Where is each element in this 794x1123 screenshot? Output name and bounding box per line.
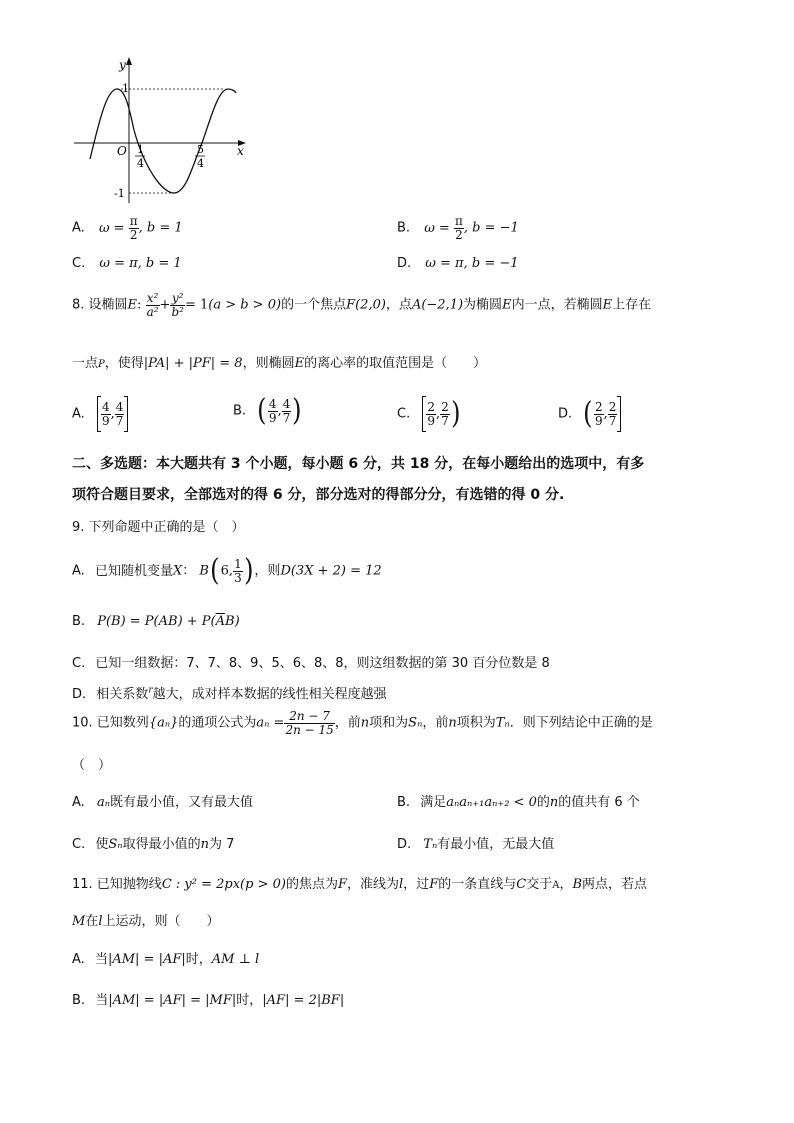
q11-stem-line1 xyxy=(72,873,647,892)
text: 为 7 xyxy=(208,837,235,852)
sym-Sn: Sₙ xyxy=(408,715,423,731)
text: 时， xyxy=(185,952,212,967)
text: ．则下列结论中正确的是 xyxy=(509,715,653,731)
q10-option-d xyxy=(397,833,554,852)
option-label: B. xyxy=(397,795,411,810)
sym-E: E xyxy=(294,356,305,371)
expr-bar: $\overline{A}$ xyxy=(215,614,226,629)
point-a: A(−2,1) xyxy=(411,297,464,313)
text: 在 xyxy=(85,914,99,929)
option-label: A. xyxy=(72,406,85,422)
text: 取得最小值的 xyxy=(122,837,201,852)
x-tick-five-quarter-num: 5 xyxy=(197,143,204,156)
option-label: B. xyxy=(72,614,86,629)
text: ，则 xyxy=(254,563,281,579)
text: 为椭圆 xyxy=(463,297,503,313)
text: 的值共有 6 个 xyxy=(558,795,640,810)
text: 当 xyxy=(94,952,108,967)
sine-curve xyxy=(90,89,236,193)
expr: B) xyxy=(225,614,240,629)
expr-rest: , b = −1 xyxy=(463,220,519,236)
option-label: C. xyxy=(72,837,86,852)
x-tick-five-quarter-den: 4 xyxy=(197,157,204,170)
y-axis-arrow-icon xyxy=(126,57,132,65)
expr: {aₙ} xyxy=(148,715,179,731)
text: 的通项公式为 xyxy=(178,715,257,731)
q9-option-b xyxy=(72,614,240,629)
q11-number: 11. 已知抛物线 xyxy=(72,877,162,892)
text: 使 xyxy=(95,837,109,852)
option-label: D. xyxy=(558,406,573,422)
expr: |AF| = 2|BF| xyxy=(262,993,345,1008)
sym-n: n xyxy=(549,795,559,810)
origin-label: O xyxy=(117,144,127,158)
text: 的 xyxy=(536,795,550,810)
eq: = 1 xyxy=(184,297,209,313)
q7-option-b xyxy=(397,215,519,241)
plus: + xyxy=(159,297,171,313)
y-tick-neg1: -1 xyxy=(114,187,125,200)
option-label: A. xyxy=(72,563,85,579)
sym-E: E xyxy=(127,297,138,313)
q9-stem: 9. 下列命题中正确的是（ ） xyxy=(72,520,245,535)
text: ， xyxy=(559,877,573,892)
q10-option-a xyxy=(72,791,253,810)
sym-l: l xyxy=(98,914,103,929)
expr: ω = xyxy=(98,220,125,236)
text: 内一点，若椭圆 xyxy=(511,297,603,313)
sym-B: B xyxy=(572,877,583,892)
q10-stem: 10. 已知数列{aₙ}的通项公式为aₙ = $\frac{2n - 7}{2n - 15}$ ，前n项和为Sₙ，前n项积为Tₙ．则下列结论中正确的是 xyxy=(72,709,653,737)
text: 已知一组数据：7、7、8、9、5、6、8、8，则这组数据的第 30 百分位数是 8 xyxy=(95,656,550,671)
expr-rest: , b = 1 xyxy=(138,220,183,236)
section-heading-line1: 二、多选题：本大题共有 3 个小题，每小题 6 分，共 18 分，在每小题给出的选项中，有多 xyxy=(72,456,645,472)
cond: |PA| + |PF| = 8 xyxy=(143,356,243,371)
sym-A: A xyxy=(552,880,560,891)
expr: ω = xyxy=(424,220,450,236)
sym-l: l xyxy=(399,877,404,892)
y-tick-1: 1 xyxy=(122,82,129,95)
q8-stem-line2 xyxy=(72,352,486,371)
sym-Sn: Sₙ xyxy=(108,837,123,852)
option-label: C. xyxy=(72,656,86,671)
option-label: B. xyxy=(233,403,247,419)
x-tick-quarter-num: 1 xyxy=(137,143,144,156)
sym-F: F xyxy=(429,877,439,892)
text: 项和为 xyxy=(369,715,409,731)
text: 两点，若点 xyxy=(582,877,648,892)
sym-P: P xyxy=(98,359,105,370)
option-label: C. xyxy=(72,256,86,271)
text: 的一个焦点 xyxy=(281,297,347,313)
cond: (a > b > 0) xyxy=(208,297,282,313)
text: 的焦点为 xyxy=(285,877,338,892)
sym-X: X xyxy=(172,563,183,579)
expr: P(B) = P(AB) + P( xyxy=(97,614,216,629)
q10-answer-paren: （ ） xyxy=(72,758,112,773)
q10-option-c xyxy=(72,833,234,852)
expr: |AM| = |AF| = |MF| xyxy=(108,993,237,1008)
y-axis-label: y xyxy=(119,58,126,72)
focus: F(2,0) xyxy=(346,297,386,313)
text: 越大，成对样本数据的线性相关程度越强 xyxy=(152,687,387,702)
section-heading-line2: 项符合题目要求，全部选对的得 6 分，部分选对的得部分分，有选错的得 0 分. xyxy=(72,487,565,503)
text: 的一条直线与 xyxy=(438,877,517,892)
fraction-x: $\frac{\text{x²}}{\text{a²}}$ xyxy=(146,291,159,319)
option-label: A. xyxy=(72,795,85,810)
text: 的离心率的取值范围是（ ） xyxy=(304,356,487,371)
sym-C: C xyxy=(516,877,527,892)
expr: aₙaₙ₊₁aₙ₊₂ < 0 xyxy=(446,795,537,810)
sine-graph xyxy=(70,55,255,205)
x-axis-label: x xyxy=(237,144,244,158)
q10-number: 10. 已知数列 xyxy=(72,715,149,731)
q11-option-a xyxy=(72,948,259,967)
sym-n: n xyxy=(448,715,457,731)
expr: ω = π, b = −1 xyxy=(425,256,519,271)
sym-M: M xyxy=(72,914,86,929)
sym-Tn: Tₙ xyxy=(495,715,510,731)
text: 满足 xyxy=(420,795,447,810)
q8-option-c: C. $\frac{2}{9}$ , $\frac{2}{7}$ ) xyxy=(397,396,461,431)
sym-E: E xyxy=(602,297,613,313)
sym-E: E xyxy=(502,297,512,313)
text: ，前 xyxy=(334,715,361,731)
sym-B: B xyxy=(199,563,209,579)
text: 有最小值，无最大值 xyxy=(437,837,555,852)
q8-stem-line1 xyxy=(72,292,651,318)
text: 交于 xyxy=(526,877,553,892)
colon: : xyxy=(137,297,142,313)
text: 相关系数 xyxy=(96,687,149,702)
text: ，过 xyxy=(403,877,430,892)
sym-F: F xyxy=(337,877,347,892)
option-label: D. xyxy=(397,256,412,271)
fraction: $\frac{\pi}{2}$ xyxy=(129,214,138,242)
q9-option-a: A. 已知随机变量X： B(6, $\frac{1}{3}$ )，则D(3X + 2) = 12 xyxy=(72,553,382,588)
q8-option-a: A. $\frac{4}{9}$ , $\frac{4}{7}$ xyxy=(72,396,128,432)
colon: ： xyxy=(182,563,196,579)
x-tick-quarter-den: 4 xyxy=(137,157,144,170)
option-label: C. xyxy=(397,406,411,422)
q8-number: 8. 设椭圆 xyxy=(72,297,128,313)
option-label: A. xyxy=(72,952,85,967)
q11-option-b xyxy=(72,989,344,1008)
text: 既有最小值，又有最大值 xyxy=(109,795,253,810)
param: 6, xyxy=(220,563,234,579)
option-label: A. xyxy=(72,220,85,236)
text: ，准线为 xyxy=(346,877,399,892)
option-label: D. xyxy=(72,687,87,702)
q7-option-c xyxy=(72,256,182,271)
expr: ω = π, b = 1 xyxy=(99,256,182,271)
sym-n: n xyxy=(200,837,209,852)
expr: AM ⊥ l xyxy=(211,952,260,967)
text: ，前 xyxy=(422,715,449,731)
sym-n: n xyxy=(360,715,370,731)
q8-option-b: B. ( $\frac{4}{9}$ , $\frac{4}{7}$ ) xyxy=(233,393,302,428)
text: 一点 xyxy=(72,356,99,371)
text: 上存在 xyxy=(612,297,652,313)
text: ，使得 xyxy=(104,356,144,371)
expr: |AM| = |AF| xyxy=(107,952,186,967)
text: 已知随机变量 xyxy=(94,563,173,579)
expr: D(3X + 2) = 12 xyxy=(280,563,382,579)
q9-option-c xyxy=(72,652,550,671)
option-label: B. xyxy=(72,993,86,1008)
text: 项积为 xyxy=(456,715,496,731)
text: ，点 xyxy=(385,297,412,313)
option-label: D. xyxy=(397,837,412,852)
q7-option-d xyxy=(397,256,519,271)
option-label: B. xyxy=(397,220,411,236)
text: 当 xyxy=(95,993,109,1008)
q8-option-d: D. ( $\frac{2}{9}$ , $\frac{2}{7}$ xyxy=(558,396,621,432)
text: 时， xyxy=(236,993,263,1008)
q9-option-d xyxy=(72,683,387,702)
q11-stem-line2 xyxy=(72,910,220,929)
q7-option-a xyxy=(72,215,183,241)
sym-Tn: Tₙ xyxy=(423,837,438,852)
text: 上运动，则（ ） xyxy=(102,914,220,929)
text: ，则椭圆 xyxy=(242,356,295,371)
expr: C : y² = 2px(p > 0) xyxy=(161,877,286,892)
sym-r: r xyxy=(148,685,153,696)
q10-option-b xyxy=(397,791,640,810)
fraction-y: $\frac{\text{y²}}{\text{b²}}$ xyxy=(171,291,184,319)
sym-an: aₙ xyxy=(96,795,110,810)
fraction: $\frac{\pi}{2}$ xyxy=(454,214,463,242)
expr: aₙ = xyxy=(256,715,285,731)
